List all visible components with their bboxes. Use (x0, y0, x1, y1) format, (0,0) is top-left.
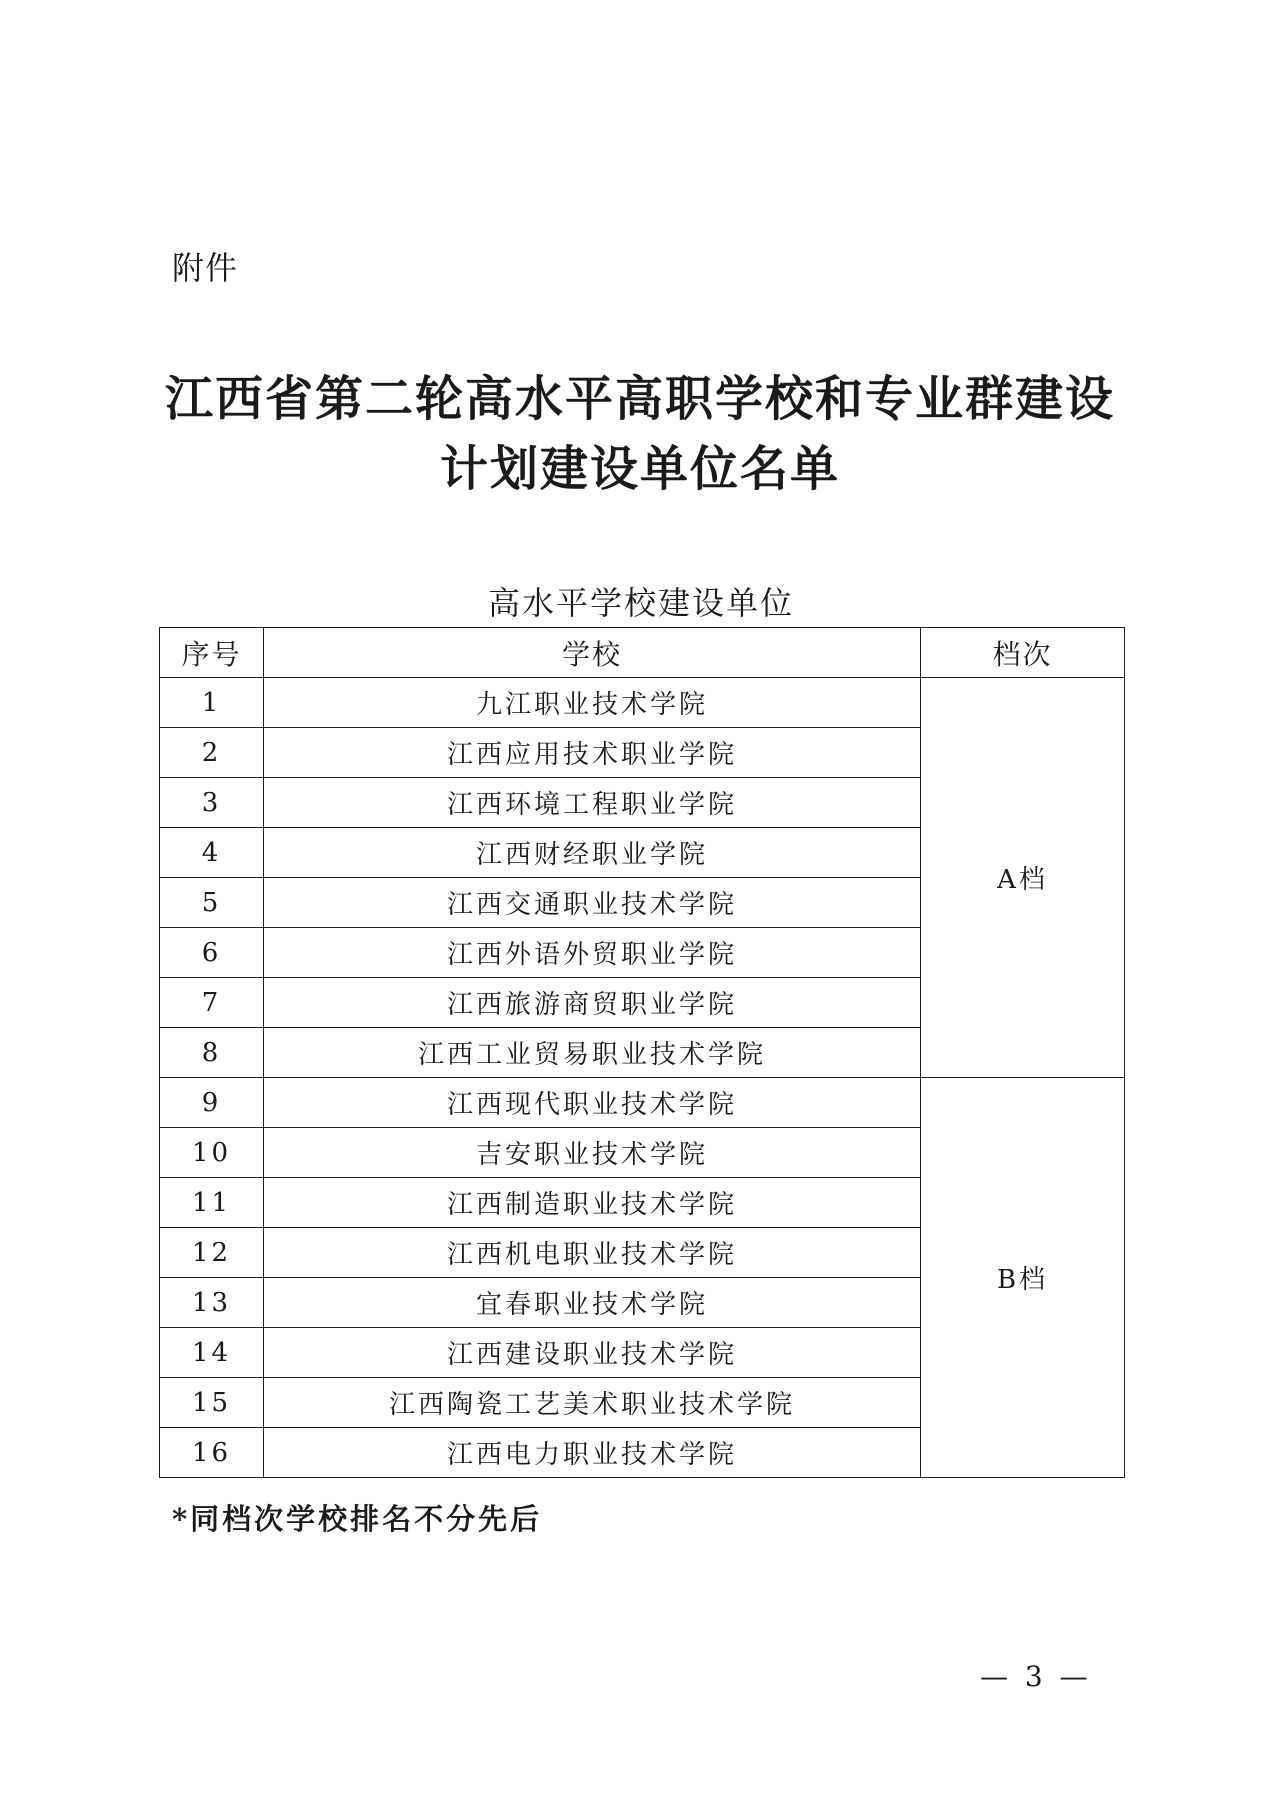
row-seq: 3 (160, 778, 264, 828)
row-school: 江西财经职业学院 (264, 828, 921, 878)
table-header-row (160, 628, 1125, 678)
row-seq: 11 (160, 1178, 264, 1228)
header-tier: 档次 (921, 628, 1125, 678)
row-school: 江西应用技术职业学院 (264, 728, 921, 778)
attachment-label: 附件 (172, 249, 239, 287)
row-school: 吉安职业技术学院 (264, 1128, 921, 1178)
table-title: 高水平学校建设单位 (487, 584, 794, 622)
row-seq: 6 (160, 928, 264, 978)
row-seq: 7 (160, 978, 264, 1028)
row-seq: 2 (160, 728, 264, 778)
row-seq: 10 (160, 1128, 264, 1178)
row-school: 江西机电职业技术学院 (264, 1228, 921, 1278)
table-body (160, 678, 1125, 1478)
row-school: 江西交通职业技术学院 (264, 878, 921, 928)
row-school: 江西建设职业技术学院 (264, 1328, 921, 1378)
header-school: 学校 (264, 628, 921, 678)
row-school: 江西陶瓷工艺美术职业技术学院 (264, 1378, 921, 1428)
tier-cell: A档 (921, 678, 1125, 1078)
ranking-note: *同档次学校排名不分先后 (172, 1502, 543, 1536)
row-seq: 14 (160, 1328, 264, 1378)
row-seq: 5 (160, 878, 264, 928)
row-seq: 1 (160, 678, 264, 728)
row-seq: 15 (160, 1378, 264, 1428)
document-title-line-2: 计划建设单位名单 (439, 441, 840, 497)
row-school: 江西旅游商贸职业学院 (264, 978, 921, 1028)
table-row (160, 1078, 1125, 1128)
row-seq: 16 (160, 1428, 264, 1478)
row-seq: 4 (160, 828, 264, 878)
row-school: 江西现代职业技术学院 (264, 1078, 921, 1128)
schools-table (159, 627, 1125, 1478)
row-school: 江西电力职业技术学院 (264, 1428, 921, 1478)
header-seq: 序号 (160, 628, 264, 678)
page-number: — 3 — (980, 1660, 1092, 1693)
row-school: 九江职业技术学院 (264, 678, 921, 728)
row-seq: 12 (160, 1228, 264, 1278)
table-row (160, 678, 1125, 728)
document-title-line-1: 江西省第二轮高水平高职学校和专业群建设 (164, 371, 1115, 427)
row-school: 宜春职业技术学院 (264, 1278, 921, 1328)
row-seq: 8 (160, 1028, 264, 1078)
row-school: 江西工业贸易职业技术学院 (264, 1028, 921, 1078)
row-school: 江西制造职业技术学院 (264, 1178, 921, 1228)
tier-cell: B档 (921, 1078, 1125, 1478)
row-school: 江西环境工程职业学院 (264, 778, 921, 828)
row-seq: 9 (160, 1078, 264, 1128)
row-school: 江西外语外贸职业学院 (264, 928, 921, 978)
row-seq: 13 (160, 1278, 264, 1328)
